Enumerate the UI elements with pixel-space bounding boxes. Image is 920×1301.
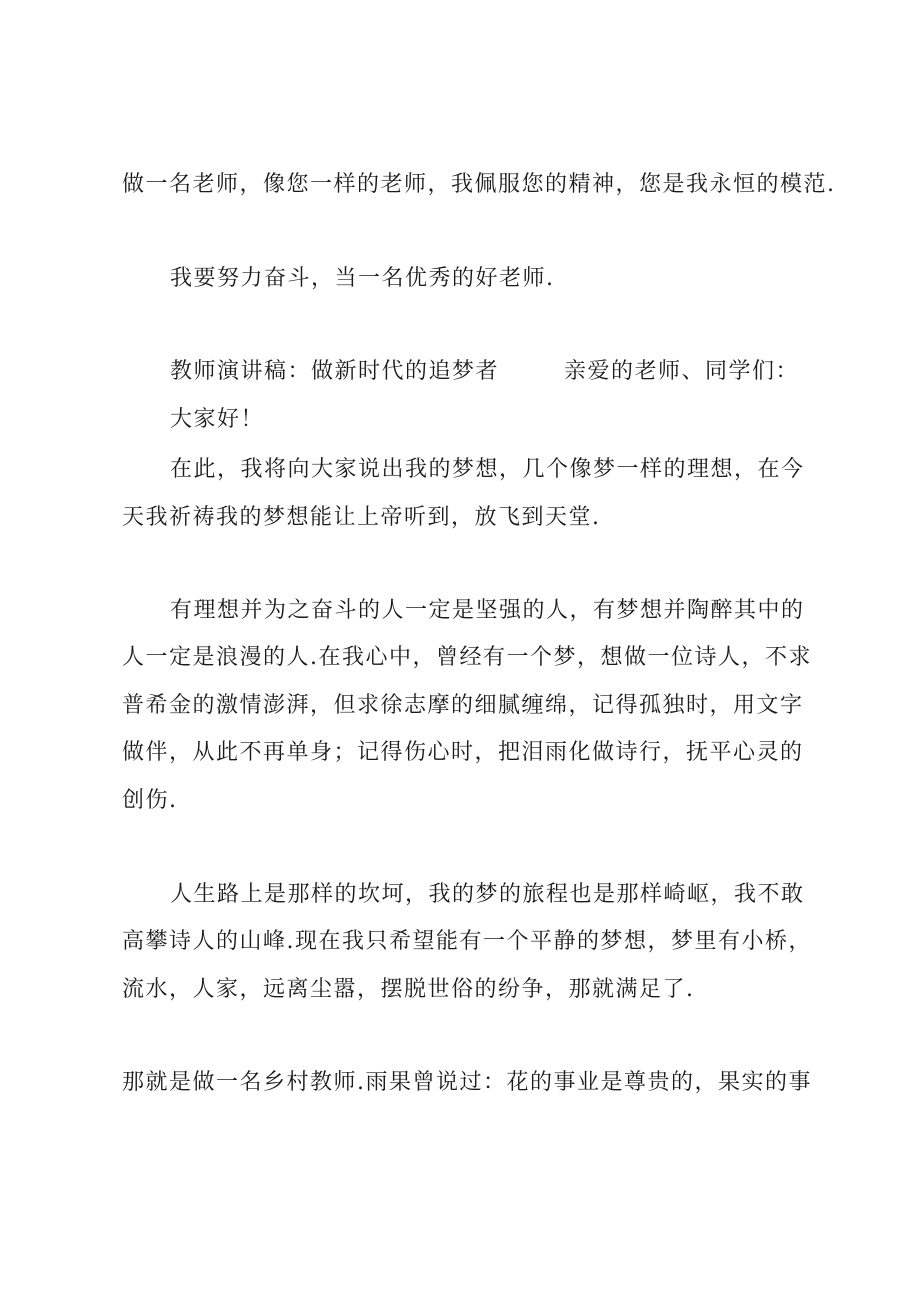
text-line: 那就是做一名乡村教师.雨果曾说过：花的事业是尊贵的，果实的事 xyxy=(122,1070,812,1095)
text-line: 流水，人家，远离尘嚣，摆脱世俗的纷争，那就满足了. xyxy=(122,977,695,1002)
text-line: 做伴，从此不再单身；记得伤心时，把泪雨化做诗行，抚平心灵的 xyxy=(122,740,804,765)
text-line: 大家好！ xyxy=(170,407,265,432)
text-line: 有理想并为之奋斗的人一定是坚强的人，有梦想并陶醉其中的 xyxy=(170,598,805,623)
text-line: 教师演讲稿：做新时代的追梦者 xyxy=(170,359,500,384)
text-line: 在此，我将向大家说出我的梦想，几个像梦一样的理想，在今 xyxy=(170,457,805,482)
text-line: 亲爱的老师、同学们： xyxy=(564,359,800,384)
text-line: 人一定是浪漫的人.在我心中，曾经有一个梦，想做一位诗人，不求 xyxy=(122,645,812,670)
text-line: 天我祈祷我的梦想能让上帝听到，放飞到天堂. xyxy=(122,505,601,530)
text-line: 高攀诗人的山峰.现在我只希望能有一个平静的梦想，梦里有小桥， xyxy=(122,929,812,954)
text-line: 普希金的激情澎湃，但求徐志摩的细腻缠绵，记得孤独时，用文字 xyxy=(122,693,804,718)
text-line: 创伤. xyxy=(122,788,178,813)
text-line: 做一名老师，像您一样的老师，我佩服您的精神，您是我永恒的模范. xyxy=(122,172,836,197)
text-line: 人生路上是那样的坎坷，我的梦的旅程也是那样崎岖，我不敢 xyxy=(170,882,805,907)
text-line: 我要努力奋斗，当一名优秀的好老师. xyxy=(170,266,555,291)
